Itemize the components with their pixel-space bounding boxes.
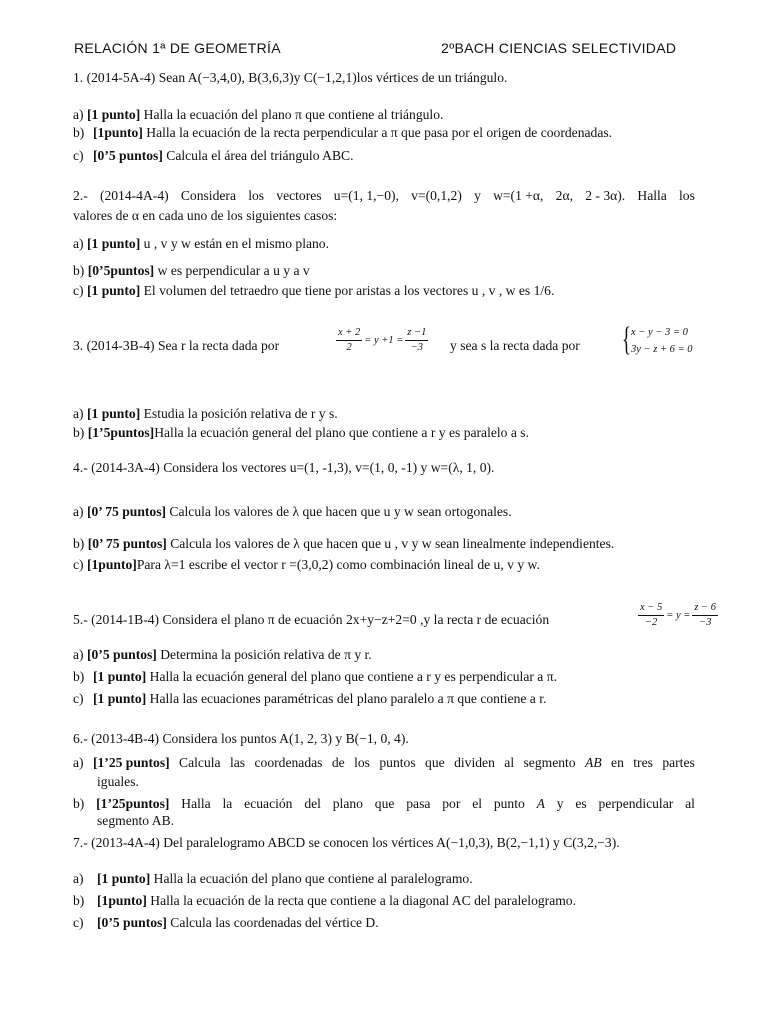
fraction-numerator: z − 6	[692, 602, 718, 616]
part-text: Para λ=1 escribe el vector r =(3,0,2) como combinación lineal de u, v y w.	[136, 557, 540, 572]
word: perpendicular	[598, 796, 674, 811]
problem-1-part-c	[73, 147, 695, 164]
part-text: Estudia la posición relativa de r y s.	[140, 406, 338, 421]
word: Calcula	[179, 755, 221, 770]
part-label: b)	[73, 893, 85, 908]
part-label: b)	[73, 125, 85, 140]
system-equation-2: 3y − z + 6 = 0	[631, 344, 693, 355]
part-text: Halla la ecuación de la recta perpendicular a π que pasa por el origen de coordenadas.	[142, 125, 613, 140]
word: los	[248, 188, 265, 203]
word: dividen	[454, 755, 495, 770]
problem-3-part-b	[73, 424, 695, 441]
word: 2α,	[555, 188, 573, 203]
word: v=(0,1,2)	[411, 188, 462, 203]
part-text: Determina la posición relativa de π y r.	[156, 647, 372, 662]
part-text: Halla la ecuación general del plano que contiene a r y es paralelo a s.	[154, 425, 529, 440]
problem-1-statement: 1. (2014-5A-4) Sean A(−3,4,0), B(3,6,3)y C(−1,2,1)los vértices de un triángulo.	[73, 70, 508, 85]
word: y	[474, 188, 481, 203]
points-label: [0’5puntos]	[87, 263, 155, 278]
problem-7-part-a	[73, 870, 695, 887]
word: Halla	[181, 796, 211, 811]
course-label: 2ºBACH CIENCIAS SELECTIVIDAD	[441, 40, 677, 56]
word: en	[611, 755, 624, 770]
points-label: [1 punto]	[86, 236, 141, 251]
points-label: [1punto]	[86, 557, 137, 572]
part-label: a)	[73, 236, 84, 251]
problem-3-part-a	[73, 405, 695, 422]
points-label: [1 punto]	[93, 669, 147, 684]
problem-4-part-c	[73, 556, 695, 573]
points-label: [0’5 puntos]	[93, 148, 163, 163]
fraction-denominator: 2	[346, 342, 352, 353]
part-label: c)	[73, 691, 84, 706]
word: Halla	[637, 188, 667, 203]
points-label: [1 punto]	[86, 107, 141, 122]
problem-5-part-b	[73, 668, 695, 685]
word: pasa	[406, 796, 431, 811]
word: ecuación	[244, 796, 293, 811]
problem-7-part-b	[73, 892, 695, 909]
word: y	[556, 796, 564, 811]
points-label: [1 punto]	[86, 406, 141, 421]
part-label: a)	[73, 406, 84, 421]
fraction	[638, 602, 664, 629]
problem-7-statement: 7.- (2013-4A-4) Del paralelogramo ABCD se conocen los vértices A(−1,0,3), B(2,−1,1) y C(3,2,−3).	[73, 835, 620, 850]
points-label: [1’25puntos]	[96, 796, 170, 811]
word: Considera	[180, 188, 236, 203]
word: tres	[633, 755, 653, 770]
word: la	[222, 796, 233, 811]
equation-middle: = y =	[666, 610, 691, 621]
part-label: a)	[73, 755, 84, 770]
system-equation-1: x − y − 3 = 0	[631, 327, 688, 338]
points-label: [1punto]	[93, 125, 143, 140]
problem-6-part-b-line-1	[73, 795, 695, 812]
brace-symbol: {	[622, 321, 631, 358]
word: los	[354, 755, 370, 770]
word: punto	[493, 796, 525, 811]
word: plano	[332, 796, 363, 811]
word: u=(1, 1,−0),	[333, 188, 399, 203]
part-text: Calcula el área del triángulo ABC.	[162, 148, 354, 163]
part-text: Calcula las coordenadas del vértice D.	[166, 915, 379, 930]
word: los	[679, 188, 695, 203]
fraction-numerator: z −1	[405, 327, 428, 341]
word: 2 - 3α).	[585, 188, 626, 203]
problem-2-statement-line-2: valores de α en cada uno de los siguientes casos:	[73, 208, 338, 223]
fraction-denominator: −3	[410, 342, 423, 353]
word: 2.-	[73, 188, 88, 203]
problem-6-statement: 6.- (2013-4B-4) Considera los puntos A(1, 2, 3) y B(−1, 0, 4).	[73, 731, 409, 746]
problem-2-part-b	[73, 262, 695, 279]
problem-4-statement: 4.- (2014-3A-4) Considera los vectores u=(1, -1,3), v=(1, 0, -1) y w=(λ, 1, 0).	[73, 460, 495, 475]
part-text: Halla la ecuación del plano π que contiene al triángulo.	[140, 107, 444, 122]
word: (2014-4A-4)	[99, 188, 169, 203]
problem-6-part-a-line-1	[73, 754, 695, 771]
problem-2-statement-line-1	[73, 187, 695, 204]
points-label: [1’25 puntos]	[92, 755, 170, 770]
part-label: a)	[73, 504, 84, 519]
word: que	[374, 796, 395, 811]
equation-middle: = y +1 =	[364, 335, 404, 346]
problem-1-part-a	[73, 106, 695, 123]
points-label: [0’5 puntos]	[97, 915, 167, 930]
fraction	[405, 327, 428, 354]
problem-4-part-b	[73, 535, 695, 552]
problem-5-line-r-equation	[636, 602, 720, 629]
problem-3-line-r-equation	[334, 327, 430, 354]
points-label: [0’ 75 puntos]	[86, 504, 167, 519]
part-label: a)	[73, 871, 84, 886]
fraction-numerator: x + 2	[336, 327, 362, 341]
part-text: Halla la ecuación del plano que contiene al paralelogramo.	[150, 871, 473, 886]
problem-3-statement-suffix: y sea s la recta dada por	[450, 338, 580, 353]
part-label: c)	[73, 148, 84, 163]
problem-2-part-a	[73, 235, 695, 252]
word: w=(1 +α,	[493, 188, 544, 203]
fraction	[692, 602, 718, 629]
part-text: w es perpendicular a u y a v	[154, 263, 310, 278]
problem-6-part-a-line-2: iguales.	[97, 774, 139, 789]
word: que	[425, 755, 445, 770]
part-label: b)	[73, 263, 85, 278]
problem-3-statement-prefix: 3. (2014-3B-4) Sea r la recta dada por	[73, 338, 280, 353]
worksheet-title: RELACIÓN 1ª DE GEOMETRÍA	[74, 40, 281, 56]
word: al	[685, 796, 695, 811]
part-text: Halla la ecuación general del plano que contiene a r y es perpendicular a π.	[146, 669, 557, 684]
word: al	[504, 755, 515, 770]
problem-5-part-c	[73, 690, 695, 707]
word: coordenadas	[254, 755, 323, 770]
points-label: [0’5 puntos]	[86, 647, 157, 662]
problem-5-statement: 5.- (2014-1B-4) Considera el plano π de ecuación 2x+y−z+2=0 ,y la recta r de ecuación	[73, 612, 550, 627]
word: puntos	[379, 755, 416, 770]
part-text: Halla las ecuaciones paramétricas del plano paralelo a π que contiene a r.	[146, 691, 547, 706]
part-label: b)	[73, 796, 85, 811]
word: vectores	[276, 188, 322, 203]
word: del	[304, 796, 321, 811]
word: A	[536, 796, 545, 811]
word: partes	[662, 755, 695, 770]
problem-2-part-c	[73, 282, 695, 299]
fraction	[336, 327, 362, 354]
word: segmento	[523, 755, 576, 770]
points-label: [0’ 75 puntos]	[87, 536, 167, 551]
part-text: Calcula los valores de λ que hacen que u y w sean ortogonales.	[166, 504, 512, 519]
fraction-denominator: −2	[644, 617, 658, 628]
word: el	[472, 796, 482, 811]
problem-3-line-s-system	[622, 321, 702, 361]
part-label: a)	[73, 647, 84, 662]
part-label: b)	[73, 425, 85, 440]
problem-4-part-a	[73, 503, 695, 520]
part-label: c)	[73, 283, 84, 298]
problem-7-part-c	[73, 914, 695, 931]
word: AB	[585, 755, 602, 770]
problem-6-part-b-line-2: segmento AB.	[97, 813, 175, 828]
part-label: c)	[73, 915, 84, 930]
part-label: c)	[73, 557, 84, 572]
part-text: u , v y w están en el mismo plano.	[140, 236, 330, 251]
part-text: Halla la ecuación de la recta que contiene a la diagonal AC del paralelogramo.	[146, 893, 576, 908]
points-label: [1’5puntos]	[87, 425, 155, 440]
part-text: Calcula los valores de λ que hacen que u , v y w sean linealmente independientes.	[166, 536, 615, 551]
word: de	[331, 755, 345, 770]
word: es	[575, 796, 587, 811]
part-text: El volumen del tetraedro que tiene por aristas a los vectores u , v , w es 1/6.	[140, 283, 555, 298]
word: las	[229, 755, 246, 770]
problem-5-part-a	[73, 646, 695, 663]
fraction-numerator: x − 5	[638, 602, 664, 616]
word: por	[442, 796, 461, 811]
points-label: [1 punto]	[93, 691, 147, 706]
points-label: [1 punto]	[86, 283, 141, 298]
fraction-denominator: −3	[699, 617, 712, 628]
part-label: b)	[73, 536, 85, 551]
points-label: [1punto]	[97, 893, 147, 908]
points-label: [1 punto]	[97, 871, 151, 886]
part-label: a)	[73, 107, 84, 122]
problem-1-part-b	[73, 124, 695, 141]
part-label: b)	[73, 669, 85, 684]
